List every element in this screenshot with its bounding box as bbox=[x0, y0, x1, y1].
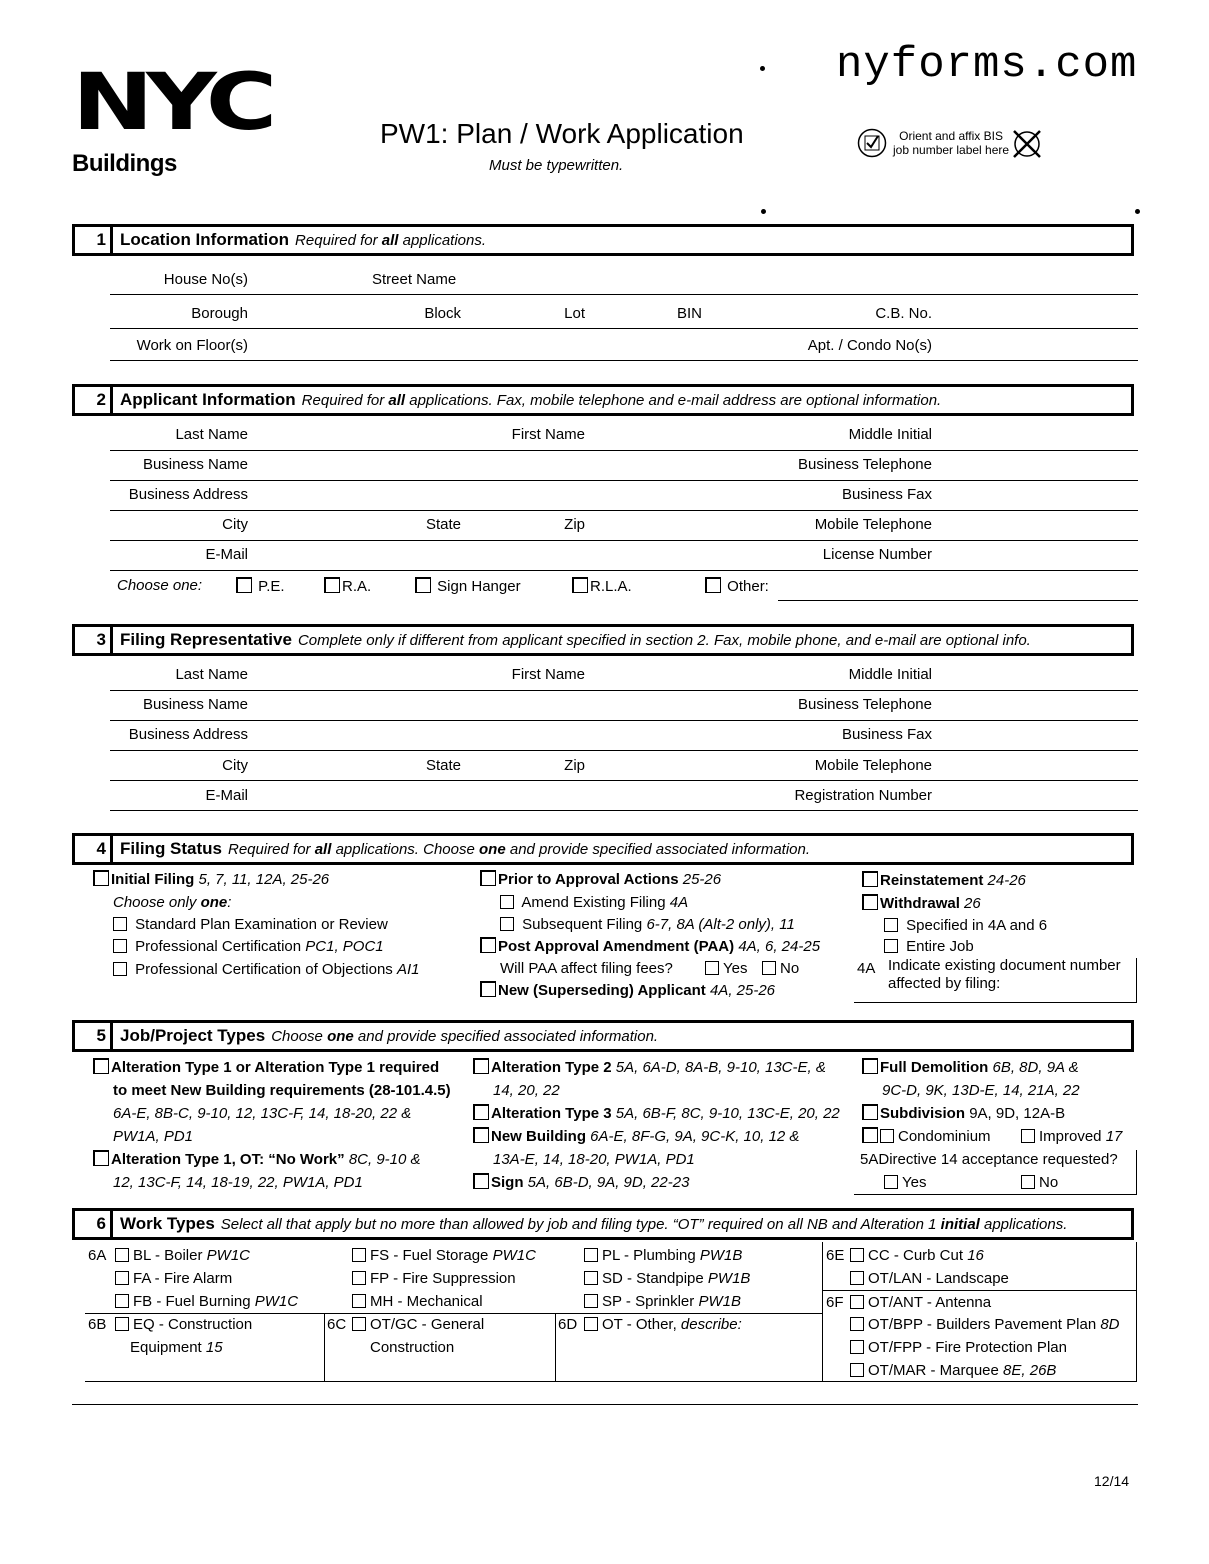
first-name-label: First Name bbox=[511, 426, 585, 443]
middle-initial-label: Middle Initial bbox=[848, 426, 932, 443]
landscape-checkbox[interactable]: OT/LAN - Landscape bbox=[850, 1267, 1009, 1290]
prior-approval-checkbox[interactable]: Prior to Approval Actions 25-26 bbox=[480, 868, 721, 891]
last-name-label: Last Name bbox=[175, 426, 248, 443]
directive-yes-checkbox[interactable]: Yes bbox=[884, 1171, 926, 1194]
pe-checkbox[interactable]: P.E. bbox=[236, 577, 285, 595]
ra-checkbox[interactable]: R.A. bbox=[324, 577, 371, 595]
form-subtitle: Must be typewritten. bbox=[489, 157, 624, 174]
logo-buildings-text: Buildings bbox=[72, 150, 177, 177]
divider bbox=[110, 328, 1138, 329]
business-fax-label: Business Fax bbox=[841, 486, 932, 503]
section-2-header: 2 Applicant Information Required for all applications. Fax, mobile telephone and e-mail address are optional information. bbox=[72, 384, 1134, 416]
reinstatement-checkbox[interactable]: Reinstatement 24-26 bbox=[862, 869, 1026, 892]
section-1-header: 1 Location Information Required for all applications. bbox=[72, 224, 1134, 256]
divider bbox=[324, 1313, 325, 1382]
business-name-label: Business Name bbox=[142, 456, 248, 473]
6a-label: 6A bbox=[88, 1247, 107, 1264]
registration-number-label: Registration Number bbox=[794, 787, 932, 804]
paa-fees-question: Will PAA affect filing fees? bbox=[500, 960, 673, 977]
divider bbox=[110, 690, 1138, 691]
subsequent-filing-checkbox[interactable]: Subsequent Filing 6-7, 8A (Alt-2 only), 11 bbox=[500, 913, 795, 936]
email-label: E-Mail bbox=[205, 546, 248, 563]
rep-business-name-label: Business Name bbox=[142, 696, 248, 713]
standpipe-checkbox[interactable]: SD - Standpipe PW1B bbox=[584, 1267, 750, 1290]
section-5-header: 5 Job/Project Types Choose one and provide specified associated information. bbox=[72, 1020, 1134, 1052]
lot-label: Lot bbox=[564, 305, 585, 322]
fire-protection-plan-checkbox[interactable]: OT/FPP - Fire Protection Plan bbox=[850, 1336, 1067, 1359]
section-3-header: 3 Filing Representative Complete only if different from applicant specified in section 2. Fax, mobile phone, and e-mail are optional info. bbox=[72, 624, 1134, 656]
divider bbox=[110, 780, 1138, 781]
paa-checkbox[interactable]: Post Approval Amendment (PAA) 4A, 6, 24-25 bbox=[480, 935, 820, 958]
initial-filing-checkbox[interactable]: Initial Filing 5, 7, 11, 12A, 25-26 bbox=[93, 868, 329, 891]
divider bbox=[1136, 1242, 1137, 1382]
check-circle-icon bbox=[857, 128, 887, 158]
6c-label: 6C bbox=[327, 1316, 347, 1333]
dot-mark bbox=[761, 209, 766, 214]
paa-no-checkbox[interactable]: No bbox=[762, 957, 799, 980]
divider bbox=[854, 1194, 1137, 1195]
fire-suppression-checkbox[interactable]: FP - Fire Suppression bbox=[352, 1267, 516, 1290]
alt1-text-2: to meet New Building requirements (28-101.4.5) bbox=[113, 1082, 451, 1099]
subdivision-checkbox[interactable]: Subdivision 9A, 9D, 12A-B bbox=[862, 1102, 1065, 1125]
marquee-checkbox[interactable]: OT/MAR - Marquee 8E, 26B bbox=[850, 1359, 1056, 1382]
full-demolition-checkbox[interactable]: Full Demolition 6B, 8D, 9A & bbox=[862, 1056, 1079, 1079]
rep-middle-initial-label: Middle Initial bbox=[848, 666, 932, 683]
divider bbox=[110, 750, 1138, 751]
antenna-checkbox[interactable]: OT/ANT - Antenna bbox=[850, 1291, 991, 1314]
revision-number: 12/14 bbox=[1094, 1473, 1130, 1489]
city-label: City bbox=[222, 516, 248, 533]
x-circle-icon bbox=[1011, 128, 1043, 160]
apt-condo-label: Apt. / Condo No(s) bbox=[807, 337, 932, 354]
alt1-ot-checkbox[interactable]: Alteration Type 1, OT: “No Work” 8C, 9-10 & bbox=[93, 1148, 421, 1171]
specified-checkbox[interactable]: Specified in 4A and 6 bbox=[884, 914, 1047, 937]
withdrawal-checkbox[interactable]: Withdrawal 26 bbox=[862, 892, 981, 915]
fuel-burning-checkbox[interactable]: FB - Fuel Burning PW1C bbox=[115, 1290, 298, 1313]
rep-zip-label: Zip bbox=[564, 757, 585, 774]
house-no-label: House No(s) bbox=[163, 271, 248, 288]
6b-label: 6B bbox=[88, 1316, 107, 1333]
pavement-plan-checkbox[interactable]: OT/BPP - Builders Pavement Plan 8D bbox=[850, 1313, 1120, 1336]
amend-existing-checkbox[interactable]: Amend Existing Filing 4A bbox=[500, 891, 688, 914]
new-building-ref-2: 13A-E, 14, 18-20, PW1A, PD1 bbox=[493, 1151, 695, 1168]
other-checkbox[interactable]: Other: bbox=[705, 577, 769, 595]
curb-cut-checkbox[interactable]: CC - Curb Cut 16 bbox=[850, 1244, 984, 1267]
divider bbox=[110, 360, 1138, 361]
alt2-checkbox[interactable]: Alteration Type 2 5A, 6A-D, 8A-B, 9-10, 13C-E, & bbox=[473, 1056, 826, 1079]
divider bbox=[72, 1404, 1138, 1405]
fire-alarm-checkbox[interactable]: FA - Fire Alarm bbox=[115, 1267, 232, 1290]
nyc-logo bbox=[72, 58, 292, 178]
section-6-header: 6 Work Types Select all that apply but no more than allowed by job and filing type. “OT” required on all NB and Alteration 1 initial applications. bbox=[72, 1208, 1134, 1240]
rep-business-fax-label: Business Fax bbox=[841, 726, 932, 743]
mechanical-checkbox[interactable]: MH - Mechanical bbox=[352, 1290, 483, 1313]
6d-label: 6D bbox=[558, 1316, 578, 1333]
general-construction-checkbox[interactable]: OT/GC - General bbox=[352, 1313, 484, 1336]
divider bbox=[110, 294, 1138, 295]
alt1-ref-2: PW1A, PD1 bbox=[113, 1128, 194, 1145]
divider bbox=[822, 1242, 823, 1382]
4a-text: Indicate existing document number affected by filing: bbox=[888, 957, 1121, 992]
dot-mark bbox=[1135, 209, 1140, 214]
sign-checkbox[interactable]: Sign 5A, 6B-D, 9A, 9D, 22-23 bbox=[473, 1171, 689, 1194]
fuel-storage-checkbox[interactable]: FS - Fuel Storage PW1C bbox=[352, 1244, 536, 1267]
alt3-checkbox[interactable]: Alteration Type 3 5A, 6B-F, 8C, 9-10, 13C-E, 20, 22 bbox=[473, 1102, 840, 1125]
rep-business-address-label: Business Address bbox=[128, 726, 248, 743]
new-building-checkbox[interactable]: New Building 6A-E, 8F-G, 9A, 9C-K, 10, 12 & bbox=[473, 1125, 799, 1148]
6f-label: 6F bbox=[826, 1294, 844, 1311]
cb-no-label: C.B. No. bbox=[875, 305, 932, 322]
work-floor-label: Work on Floor(s) bbox=[136, 337, 248, 354]
divider bbox=[555, 1313, 556, 1382]
construction-equipment-text: Equipment 15 bbox=[130, 1339, 223, 1356]
label-note: Orient and affix BIS job number label here bbox=[893, 129, 1010, 157]
4a-input-line[interactable] bbox=[854, 1002, 1137, 1003]
alt1-ref-1: 6A-E, 8B-C, 9-10, 12, 13C-F, 14, 18-20, 22 & bbox=[113, 1105, 412, 1122]
plumbing-checkbox[interactable]: PL - Plumbing PW1B bbox=[584, 1244, 742, 1267]
improved-checkbox[interactable]: Improved 17 bbox=[1021, 1125, 1122, 1148]
rep-city-label: City bbox=[222, 757, 248, 774]
alt1-ot-ref-2: 12, 13C-F, 14, 18-19, 22, PW1A, PD1 bbox=[113, 1174, 363, 1191]
divider bbox=[1136, 958, 1137, 1002]
choose-one-label: Choose one: bbox=[117, 577, 203, 594]
general-construction-text: Construction bbox=[370, 1339, 455, 1356]
rep-mobile-telephone-label: Mobile Telephone bbox=[814, 757, 932, 774]
rep-email-label: E-Mail bbox=[205, 787, 248, 804]
divider bbox=[110, 510, 1138, 511]
divider bbox=[110, 480, 1138, 481]
directive-no-checkbox[interactable]: No bbox=[1021, 1171, 1058, 1194]
divider bbox=[110, 720, 1138, 721]
bin-label: BIN bbox=[676, 305, 702, 322]
zip-label: Zip bbox=[564, 516, 585, 533]
boiler-checkbox[interactable]: BL - Boiler PW1C bbox=[115, 1244, 250, 1267]
license-number-label: License Number bbox=[822, 546, 932, 563]
entire-job-checkbox[interactable]: Entire Job bbox=[884, 935, 974, 958]
rep-last-name-label: Last Name bbox=[175, 666, 248, 683]
other-work-checkbox[interactable]: OT - Other, describe: bbox=[584, 1313, 742, 1336]
divider bbox=[110, 810, 1138, 811]
4a-label: 4A bbox=[857, 960, 876, 977]
condominium-checkbox[interactable]: Condominium bbox=[862, 1125, 991, 1148]
dot-mark bbox=[760, 66, 765, 71]
rep-state-label: State bbox=[425, 757, 461, 774]
choose-only-one: Choose only one: bbox=[113, 894, 232, 911]
alt2-ref-2: 14, 20, 22 bbox=[493, 1082, 560, 1099]
new-applicant-checkbox[interactable]: New (Superseding) Applicant 4A, 25-26 bbox=[480, 979, 775, 1002]
demolition-ref-2: 9C-D, 9K, 13D-E, 14, 21A, 22 bbox=[882, 1082, 1080, 1099]
construction-equipment-checkbox[interactable]: EQ - Construction bbox=[115, 1313, 252, 1336]
6e-label: 6E bbox=[826, 1247, 845, 1264]
logo-nyc-text: NYC bbox=[72, 58, 270, 148]
sign-hanger-checkbox[interactable]: Sign Hanger bbox=[415, 577, 521, 595]
rla-checkbox[interactable]: R.L.A. bbox=[572, 577, 632, 595]
business-address-label: Business Address bbox=[128, 486, 248, 503]
paa-yes-checkbox[interactable]: Yes bbox=[705, 957, 747, 980]
standard-plan-checkbox[interactable]: Standard Plan Examination or Review bbox=[113, 913, 388, 936]
mobile-telephone-label: Mobile Telephone bbox=[814, 516, 932, 533]
business-telephone-label: Business Telephone bbox=[798, 456, 932, 473]
watermark: nyforms.com bbox=[836, 40, 1138, 90]
section-4-header: 4 Filing Status Required for all applications. Choose one and provide specified associated information. bbox=[72, 833, 1134, 865]
divider bbox=[110, 450, 1138, 451]
divider bbox=[110, 570, 1138, 571]
sprinkler-checkbox[interactable]: SP - Sprinkler PW1B bbox=[584, 1290, 741, 1313]
borough-label: Borough bbox=[191, 305, 248, 322]
form-title: PW1: Plan / Work Application bbox=[380, 118, 744, 149]
alt1-checkbox[interactable]: Alteration Type 1 or Alteration Type 1 required bbox=[93, 1056, 439, 1079]
professional-certification-checkbox[interactable]: Professional Certification PC1, POC1 bbox=[113, 935, 384, 958]
professional-certification-objections-checkbox[interactable]: Professional Certification of Objections AI1 bbox=[113, 958, 419, 981]
rep-first-name-label: First Name bbox=[511, 666, 585, 683]
divider bbox=[110, 540, 1138, 541]
street-name-label: Street Name bbox=[372, 271, 457, 288]
divider bbox=[1136, 1150, 1137, 1194]
other-input-line[interactable] bbox=[778, 600, 1138, 601]
5a-label: 5ADirective 14 acceptance requested? bbox=[860, 1151, 1118, 1168]
block-label: Block bbox=[424, 305, 461, 322]
rep-business-telephone-label: Business Telephone bbox=[798, 696, 932, 713]
state-label: State bbox=[425, 516, 461, 533]
